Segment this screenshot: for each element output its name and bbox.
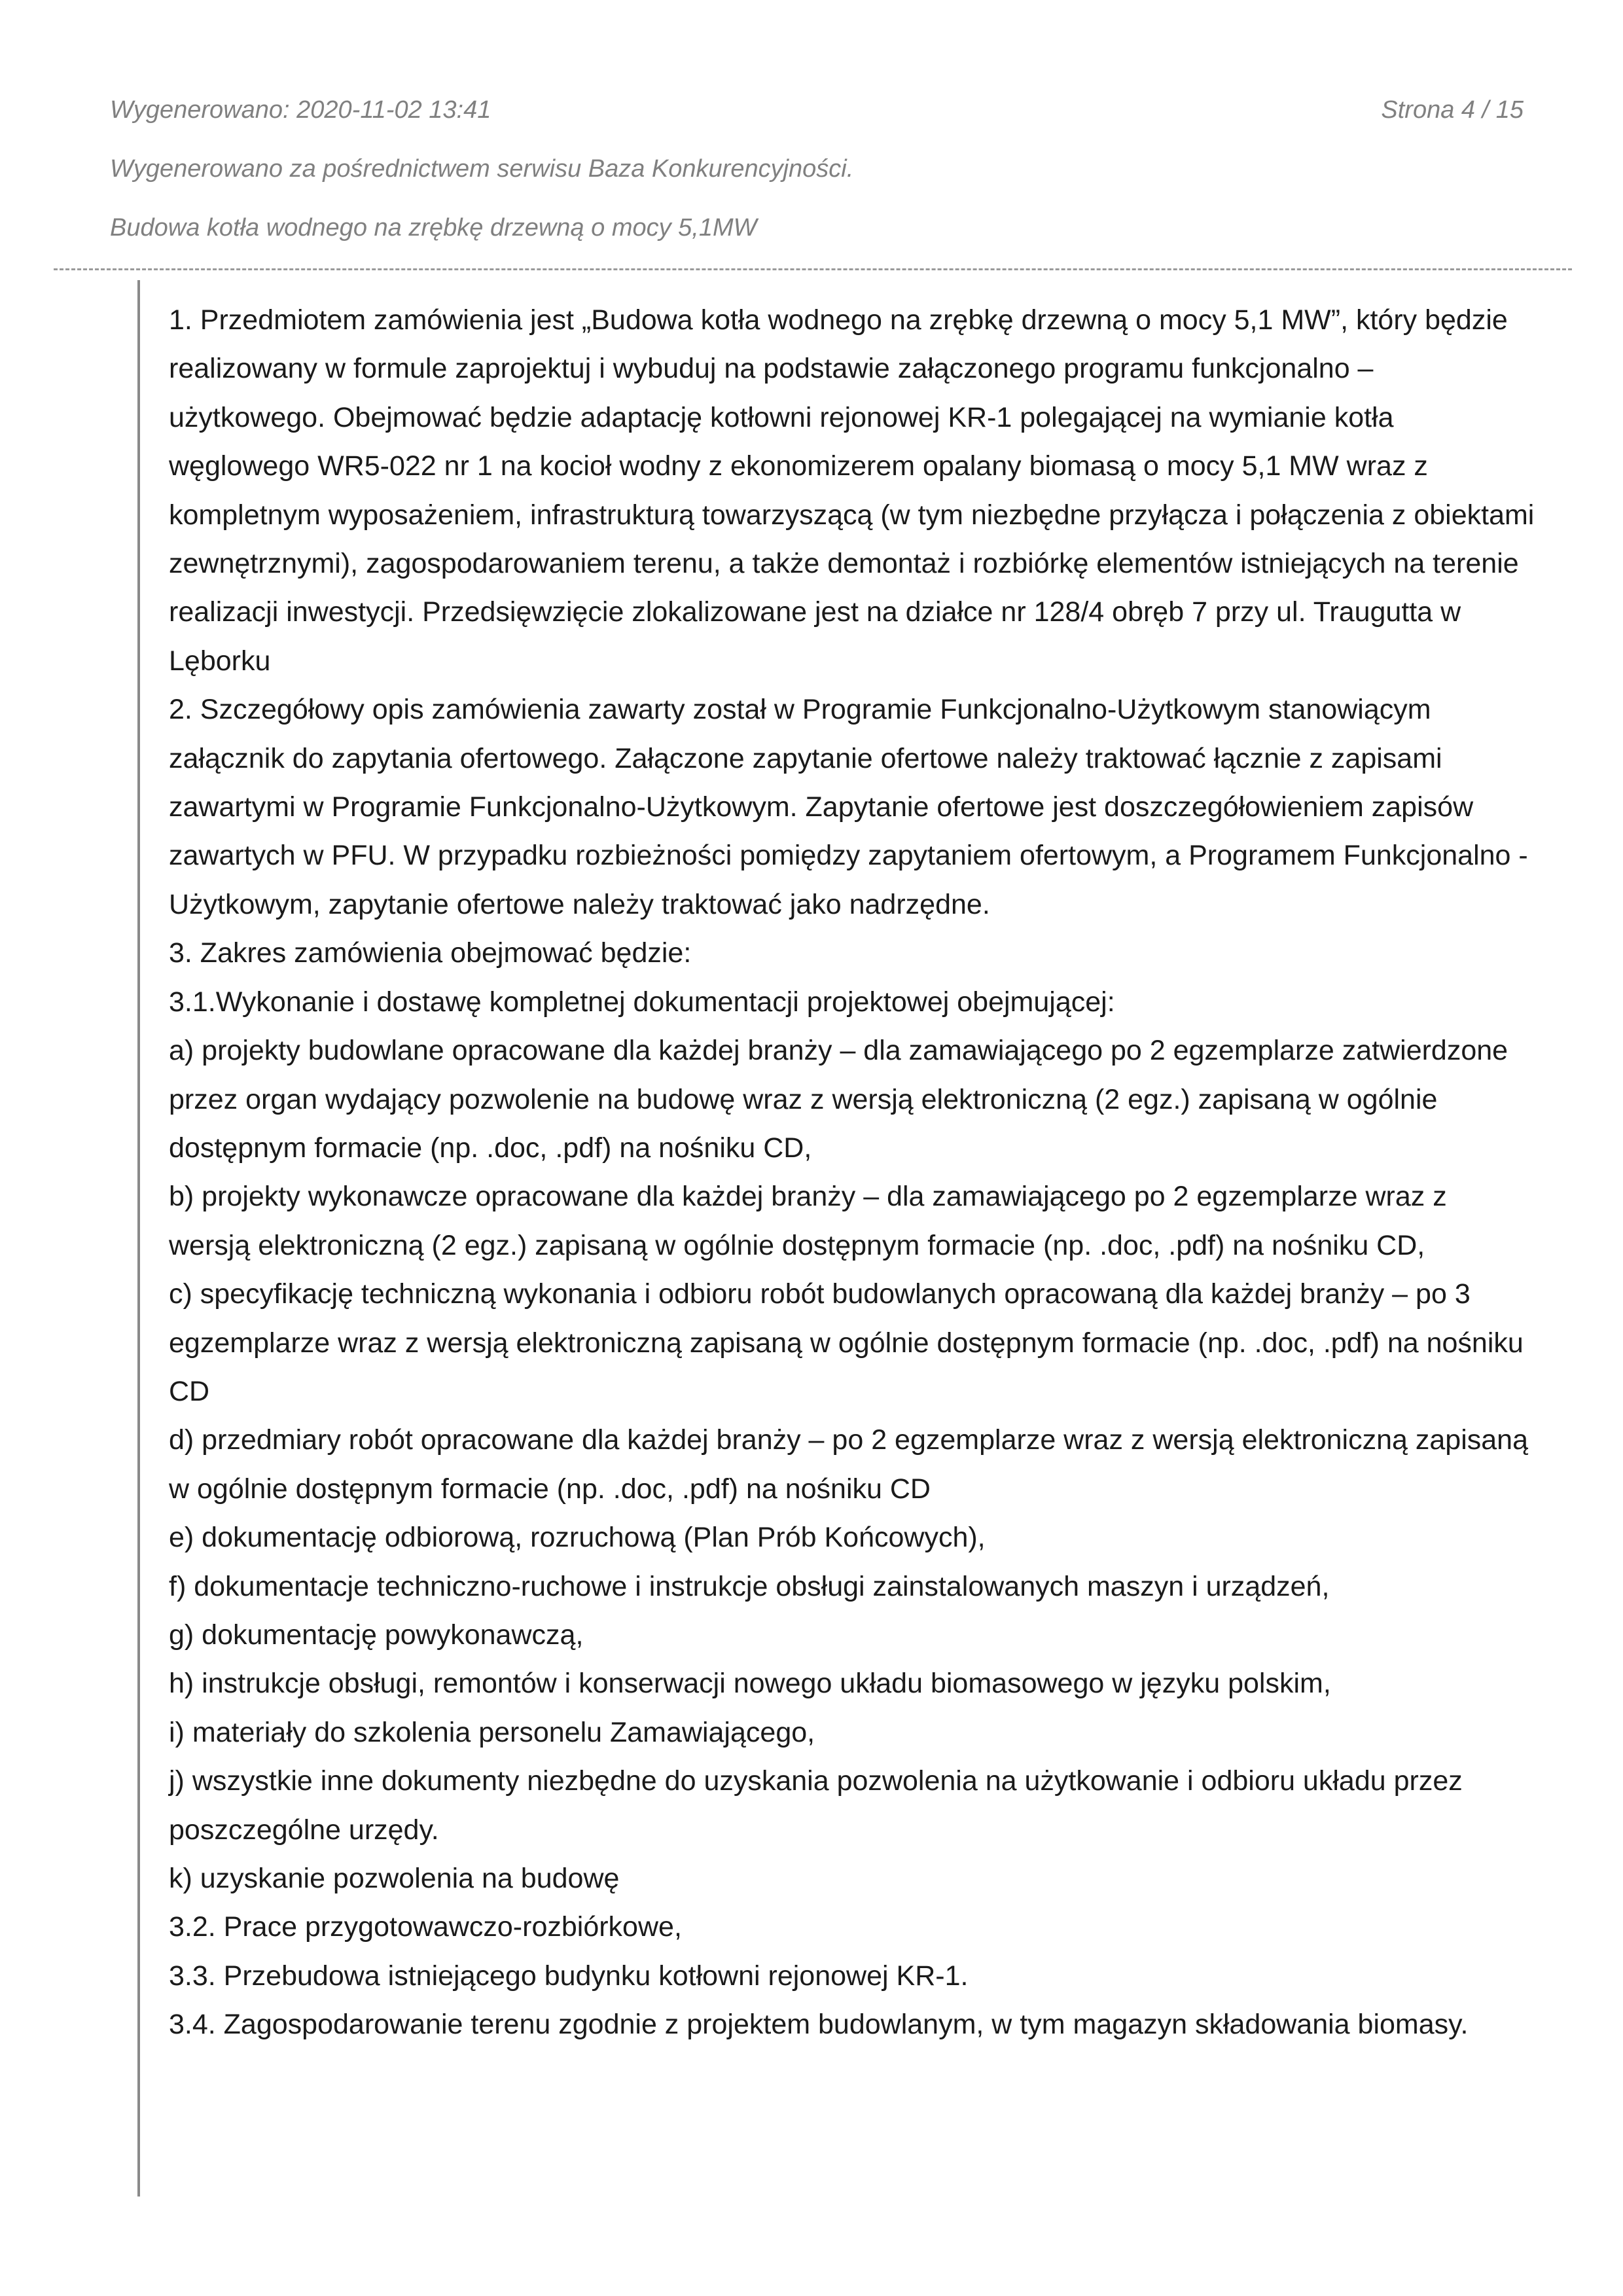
paragraph: b) projekty wykonawcze opracowane dla każdej branży – dla zamawiającego po 2 egzemplarze wraz z wersją elektroniczną (2 egz.) zapisaną w ogólnie dostępnym formacie (np. .doc, .pdf) na nośniku CD, [169,1181,1447,1261]
page-header [110,92,1524,246]
header-divider [54,268,1572,270]
paragraph: 3.2. Prace przygotowawczo-rozbiórkowe, [169,1911,682,1943]
paragraph: 3. Zakres zamówienia obejmować będzie: [169,937,692,969]
paragraph: c) specyfikację techniczną wykonania i odbioru robót budowlanych opracowaną dla każdej branży – po 3 egzemplarze wraz z wersją elektroniczną zapisaną w ogólnie dostępnym formacie (np. .doc, .pdf) na nośniku CD [169,1278,1524,1407]
document-title: Budowa kotła wodnego na zrębkę drzewną o mocy 5,1MW [110,214,757,242]
paragraph: d) przedmiary robót opracowane dla każdej branży – po 2 egzemplarze wraz z wersją elektroniczną zapisaną w ogólnie dostępnym formacie (np. .doc, .pdf) na nośniku CD [169,1424,1528,1505]
paragraph: 3.4. Zagospodarowanie terenu zgodnie z projektem budowlanym, w tym magazyn składowania biomasy. [169,2009,1469,2041]
paragraph: h) instrukcje obsługi, remontów i konserwacji nowego układu biomasowego w języku polskim, [169,1668,1331,1700]
paragraph: e) dokumentację odbiorową, rozruchową (Plan Prób Końcowych), [169,1522,986,1554]
paragraph: 3.1.Wykonanie i dostawę kompletnej dokumentacji projektowej obejmującej: [169,986,1115,1018]
source-note: Wygenerowano za pośrednictwem serwisu Baza Konkurencyjności. [110,155,854,183]
paragraph: j) wszystkie inne dokumenty niezbędne do uzyskania pozwolenia na użytkowanie i odbioru układu przez poszczególne urzędy. [169,1765,1463,1846]
paragraph: 3.3. Przebudowa istniejącego budynku kotłowni rejonowej KR-1. [169,1960,969,1992]
paragraph: g) dokumentację powykonawczą, [169,1619,584,1651]
paragraph: 2. Szczegółowy opis zamówienia zawarty został w Programie Funkcjonalno-Użytkowym stanowiącym załącznik do zapytania ofertowego. Załączone zapytanie ofertowe należy traktować łącznie z zapisami zawartymi w Programie Funkcjonalno-Użytkowym. Zapytanie ofertowe jest doszczegółowieniem zapisów zawartych w PFU. W przypadku rozbieżności pomiędzy zapytaniem ofertowym, a Programem Funkcjonalno - Użytkowym, zapytanie ofertowe należy traktować jako nadrzędne. [169,694,1528,920]
header-top-row [110,92,1524,128]
generated-timestamp: Wygenerowano: 2020-11-02 13:41 [110,96,491,124]
paragraph: k) uzyskanie pozwolenia na budowę [169,1863,620,1894]
page-number: Strona 4 / 15 [1381,96,1524,124]
paragraph: i) materiały do szkolenia personelu Zamawiającego, [169,1716,815,1748]
quoted-content [137,280,1535,2197]
paragraph: 1. Przedmiotem zamówienia jest „Budowa kotła wodnego na zrębkę drzewną o mocy 5,1 MW”, który będzie realizowany w formule zaprojektuj i wybuduj na podstawie załączonego programu funkcjonalno – użytkowego. Obejmować będzie adaptację kotłowni rejonowej KR-1 polegającej na wymianie kotła węglowego WR5-022 nr 1 na kocioł wodny z ekonomizerem opalany biomasą o mocy 5,1 MW wraz z kompletnym wyposażeniem, infrastrukturą towarzyszącą (w tym niezbędne przyłącza i połączenia z obiektami zewnętrznymi), zagospodarowaniem terenu, a także demontaż i rozbiórkę elementów istniejących na terenie realizacji inwestycji. Przedsięwzięcie zlokalizowane jest na działce nr 128/4 obręb 7 przy ul. Traugutta w Lęborku [169,304,1535,677]
paragraph: a) projekty budowlane opracowane dla każdej branży – dla zamawiającego po 2 egzemplarze zatwierdzone przez organ wydający pozwolenie na budowę wraz z wersją elektroniczną (2 egz.) zapisaną w ogólnie dostępnym formacie (np. .doc, .pdf) na nośniku CD, [169,1035,1508,1164]
paragraph: f) dokumentacje techniczno-ruchowe i instrukcje obsługi zainstalowanych maszyn i urządzeń, [169,1570,1330,1602]
